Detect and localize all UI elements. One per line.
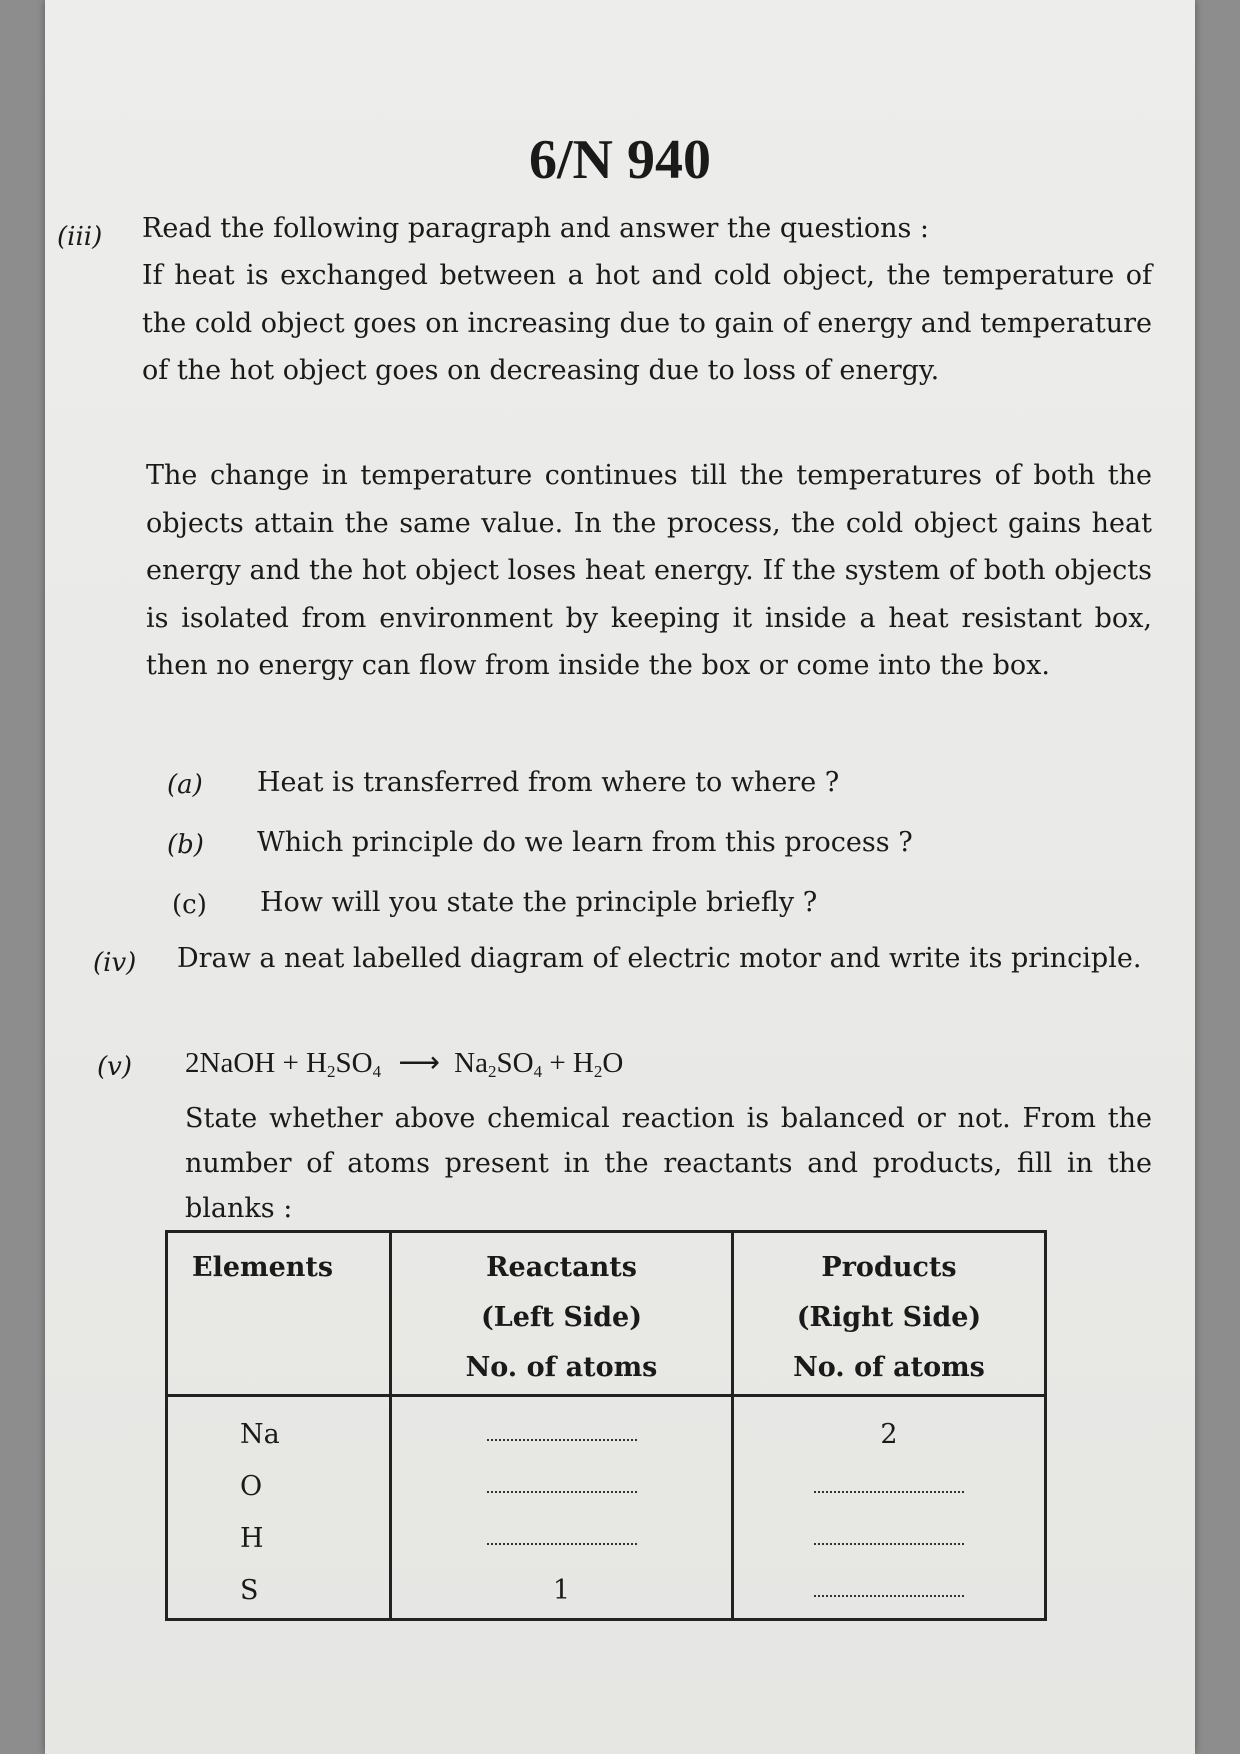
reactants-column [391,1396,733,1620]
exam-page [45,0,1195,1754]
blank-product-s[interactable] [814,1565,964,1597]
blank-reactant-h[interactable] [487,1513,637,1545]
q5-text: State whether above chemical reaction is balanced or not. From the number of atoms present in the reactants and products, fill in the blanks : [185,1103,1152,1224]
q3-sub-question-a: Heat is transferred from where to where ? [257,767,840,798]
question-number-iv: (iv) [93,948,137,978]
q3-paragraph-2: The change in temperature continues till the temperatures of both the objects attain the same value. In the process, the cold object gains heat energy and the hot object loses heat energy. If the system of both objects is isolated from environment by keeping it inside a heat resistant box, then no energy can flow from inside the box or come into the box. [146,460,1152,681]
q3-sub-label-c: (c) [172,890,207,920]
table-header-row [167,1232,1046,1396]
reactant-s-count: 1 [552,1575,571,1606]
element-s: S [240,1575,259,1606]
question-number-v: (v) [97,1052,132,1082]
header-elements: Elements [167,1232,391,1396]
q4-text: Draw a neat labelled diagram of electric motor and write its principle. [177,943,1142,974]
question-number-iii: (iii) [57,222,103,252]
q3-sub-label-a: (a) [167,770,203,800]
q3-paragraph-1: If heat is exchanged between a hot and cold object, the temperature of the cold object goes on increasing due to gain of energy and temperature of the hot object goes on decreasing due to loss of energy. [142,260,1152,386]
blank-reactant-na[interactable] [487,1409,637,1441]
header-products: Products (Right Side) No. of atoms [733,1232,1046,1396]
q3-sub-question-c: How will you state the principle briefly ? [260,887,818,918]
atoms-table [165,1230,1047,1621]
blank-product-o[interactable] [814,1461,964,1493]
element-o: O [240,1471,263,1502]
chemical-equation: 2NaOH + $H_2SO_4$ ⟶ $Na_2SO_4 + H_2O$ [185,1047,624,1081]
elements-column [167,1396,391,1620]
paper-code: 6/N 940 [529,129,711,191]
product-na-count: 2 [880,1419,898,1450]
element-na: Na [240,1419,280,1450]
header-reactants: Reactants (Left Side) No. of atoms [391,1232,733,1396]
blank-reactant-o[interactable] [487,1461,637,1493]
table-body-row [167,1396,1046,1620]
q3-instruction: Read the following paragraph and answer the questions : [142,213,930,244]
q3-sub-label-b: (b) [167,830,204,860]
element-h: H [240,1523,264,1554]
blank-product-h[interactable] [814,1513,964,1545]
reaction-arrow-icon: ⟶ [398,1047,437,1079]
q3-sub-question-b: Which principle do we learn from this process ? [257,827,913,858]
products-column [733,1396,1046,1620]
